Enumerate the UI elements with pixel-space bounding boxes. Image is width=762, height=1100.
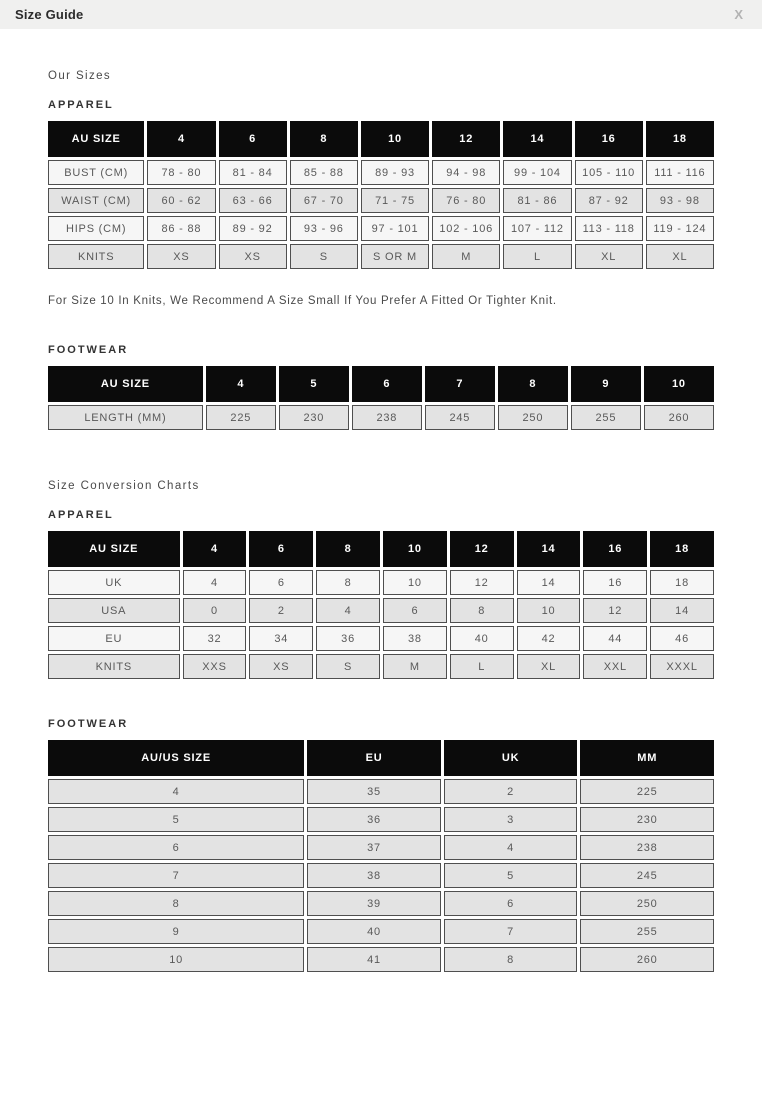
- table-cell: 78 - 80: [147, 160, 215, 185]
- table-cell: 3: [444, 807, 578, 832]
- row-label-cell: HIPS (CM): [48, 216, 144, 241]
- column-header-cell: 16: [575, 121, 643, 157]
- our-sizes-footwear-heading: FOOTWEAR: [48, 344, 129, 356]
- table-cell: 94 - 98: [432, 160, 500, 185]
- table-cell: 2: [249, 598, 313, 623]
- table-cell: XL: [646, 244, 714, 269]
- table-cell: 35: [307, 779, 441, 804]
- table-cell: S: [316, 654, 380, 679]
- column-header-cell: 6: [249, 531, 313, 567]
- column-header-cell: AU/US SIZE: [48, 740, 304, 776]
- table-cell: XL: [517, 654, 581, 679]
- table-cell: 238: [352, 405, 422, 430]
- table-cell: 6: [249, 570, 313, 595]
- table-cell: 37: [307, 835, 441, 860]
- column-header-cell: 10: [383, 531, 447, 567]
- column-header-cell: 10: [361, 121, 429, 157]
- table-cell: XS: [147, 244, 215, 269]
- table-cell: 250: [580, 891, 714, 916]
- table-cell: 93 - 96: [290, 216, 358, 241]
- table-row: [48, 598, 714, 623]
- table-cell: 6: [444, 891, 578, 916]
- table-row: [48, 244, 714, 269]
- column-header-cell: 18: [646, 121, 714, 157]
- table-cell: 87 - 92: [575, 188, 643, 213]
- table-cell: 113 - 118: [575, 216, 643, 241]
- table-cell: 60 - 62: [147, 188, 215, 213]
- table-cell: 46: [650, 626, 714, 651]
- column-header-cell: UK: [444, 740, 578, 776]
- column-header-cell: 4: [147, 121, 215, 157]
- conversion-charts-heading: Size Conversion Charts: [48, 480, 200, 492]
- size-guide-content: [0, 70, 762, 975]
- column-header-cell: 14: [503, 121, 571, 157]
- table-cell: 42: [517, 626, 581, 651]
- row-label-cell: USA: [48, 598, 180, 623]
- close-icon: X: [734, 7, 743, 22]
- table-cell: 119 - 124: [646, 216, 714, 241]
- table-row: [48, 626, 714, 651]
- table-cell: 245: [425, 405, 495, 430]
- table-cell: 86 - 88: [147, 216, 215, 241]
- table-cell: 8: [450, 598, 514, 623]
- table-cell: 2: [444, 779, 578, 804]
- column-header-cell: MM: [580, 740, 714, 776]
- table-cell: XS: [219, 244, 287, 269]
- table-cell: 245: [580, 863, 714, 888]
- table-cell: 4: [183, 570, 247, 595]
- table-cell: 36: [316, 626, 380, 651]
- column-header-cell: 6: [219, 121, 287, 157]
- conversion-footwear-table: [45, 737, 717, 975]
- table-cell: 0: [183, 598, 247, 623]
- row-label-cell: EU: [48, 626, 180, 651]
- table-cell: 255: [571, 405, 641, 430]
- table-cell: 8: [48, 891, 304, 916]
- table-cell: L: [503, 244, 571, 269]
- table-cell: 71 - 75: [361, 188, 429, 213]
- table-cell: 111 - 116: [646, 160, 714, 185]
- table-cell: 67 - 70: [290, 188, 358, 213]
- table-cell: XXL: [583, 654, 647, 679]
- table-row: [48, 216, 714, 241]
- table-cell: 16: [583, 570, 647, 595]
- our-sizes-apparel-table: [45, 118, 717, 272]
- table-cell: 8: [316, 570, 380, 595]
- table-cell: 260: [580, 947, 714, 972]
- column-header-cell: 6: [352, 366, 422, 402]
- table-cell: 238: [580, 835, 714, 860]
- table-cell: 89 - 93: [361, 160, 429, 185]
- table-cell: XXS: [183, 654, 247, 679]
- row-label-cell: WAIST (CM): [48, 188, 144, 213]
- column-header-cell: 4: [183, 531, 247, 567]
- table-cell: 225: [206, 405, 276, 430]
- table-row: [48, 863, 714, 888]
- table-cell: 225: [580, 779, 714, 804]
- table-row: [48, 807, 714, 832]
- column-header-cell: 12: [450, 531, 514, 567]
- table-cell: M: [383, 654, 447, 679]
- table-cell: 250: [498, 405, 568, 430]
- column-header-cell: 12: [432, 121, 500, 157]
- table-row: [48, 188, 714, 213]
- column-header-cell: 14: [517, 531, 581, 567]
- table-cell: 38: [383, 626, 447, 651]
- table-cell: 18: [650, 570, 714, 595]
- table-cell: 7: [444, 919, 578, 944]
- row-label-cell: KNITS: [48, 244, 144, 269]
- column-header-cell: 5: [279, 366, 349, 402]
- column-header-cell: 8: [498, 366, 568, 402]
- table-row: [48, 947, 714, 972]
- row-label-cell: UK: [48, 570, 180, 595]
- table-cell: 12: [450, 570, 514, 595]
- table-row: [48, 835, 714, 860]
- row-label-cell: BUST (CM): [48, 160, 144, 185]
- our-sizes-apparel-heading: APPAREL: [48, 99, 114, 111]
- table-cell: XXXL: [650, 654, 714, 679]
- column-header-cell: 10: [644, 366, 714, 402]
- table-cell: 6: [383, 598, 447, 623]
- conversion-footwear-heading: FOOTWEAR: [48, 718, 129, 730]
- table-cell: 38: [307, 863, 441, 888]
- table-cell: 8: [444, 947, 578, 972]
- header-row: [48, 740, 714, 776]
- row-label-cell: LENGTH (MM): [48, 405, 203, 430]
- table-cell: XL: [575, 244, 643, 269]
- table-cell: 7: [48, 863, 304, 888]
- table-cell: XS: [249, 654, 313, 679]
- table-cell: 81 - 84: [219, 160, 287, 185]
- table-cell: 5: [444, 863, 578, 888]
- header-row: [48, 366, 714, 402]
- table-cell: 107 - 112: [503, 216, 571, 241]
- modal-header: [0, 0, 762, 29]
- table-cell: 14: [517, 570, 581, 595]
- table-cell: 230: [580, 807, 714, 832]
- table-row: [48, 570, 714, 595]
- column-header-cell: 9: [571, 366, 641, 402]
- row-label-cell: KNITS: [48, 654, 180, 679]
- table-cell: 39: [307, 891, 441, 916]
- table-cell: 32: [183, 626, 247, 651]
- table-cell: 36: [307, 807, 441, 832]
- header-row: [48, 121, 714, 157]
- table-cell: 10: [383, 570, 447, 595]
- modal-title: Size Guide: [15, 7, 84, 22]
- table-cell: 105 - 110: [575, 160, 643, 185]
- table-cell: 230: [279, 405, 349, 430]
- table-cell: 93 - 98: [646, 188, 714, 213]
- table-cell: 4: [444, 835, 578, 860]
- table-cell: M: [432, 244, 500, 269]
- table-cell: 81 - 86: [503, 188, 571, 213]
- column-header-cell: 8: [290, 121, 358, 157]
- table-cell: S OR M: [361, 244, 429, 269]
- table-row: [48, 405, 714, 430]
- our-sizes-heading: Our Sizes: [48, 70, 112, 82]
- table-cell: 6: [48, 835, 304, 860]
- column-header-cell: 7: [425, 366, 495, 402]
- table-cell: L: [450, 654, 514, 679]
- knits-note: For Size 10 In Knits, We Recommend A Size Small If You Prefer A Fitted Or Tighter Knit.: [48, 295, 557, 307]
- column-header-cell: EU: [307, 740, 441, 776]
- conversion-apparel-heading: APPAREL: [48, 509, 114, 521]
- close-button[interactable]: [730, 6, 747, 23]
- table-cell: 14: [650, 598, 714, 623]
- table-cell: 85 - 88: [290, 160, 358, 185]
- column-header-cell: AU SIZE: [48, 121, 144, 157]
- table-cell: 4: [48, 779, 304, 804]
- table-cell: 10: [517, 598, 581, 623]
- table-cell: 40: [450, 626, 514, 651]
- column-header-cell: AU SIZE: [48, 531, 180, 567]
- conversion-apparel-table: [45, 528, 717, 682]
- table-cell: 4: [316, 598, 380, 623]
- table-cell: 10: [48, 947, 304, 972]
- table-cell: 63 - 66: [219, 188, 287, 213]
- table-cell: 9: [48, 919, 304, 944]
- table-cell: 44: [583, 626, 647, 651]
- table-row: [48, 779, 714, 804]
- table-row: [48, 919, 714, 944]
- table-row: [48, 160, 714, 185]
- column-header-cell: 18: [650, 531, 714, 567]
- header-row: [48, 531, 714, 567]
- table-cell: 34: [249, 626, 313, 651]
- table-cell: 41: [307, 947, 441, 972]
- table-cell: 99 - 104: [503, 160, 571, 185]
- table-cell: 12: [583, 598, 647, 623]
- table-row: [48, 654, 714, 679]
- table-cell: 5: [48, 807, 304, 832]
- our-sizes-footwear-table: [45, 363, 717, 433]
- table-row: [48, 891, 714, 916]
- table-cell: 97 - 101: [361, 216, 429, 241]
- table-cell: 76 - 80: [432, 188, 500, 213]
- column-header-cell: 4: [206, 366, 276, 402]
- table-cell: 40: [307, 919, 441, 944]
- column-header-cell: 8: [316, 531, 380, 567]
- table-cell: 102 - 106: [432, 216, 500, 241]
- table-cell: 260: [644, 405, 714, 430]
- table-cell: 89 - 92: [219, 216, 287, 241]
- table-cell: 255: [580, 919, 714, 944]
- column-header-cell: 16: [583, 531, 647, 567]
- column-header-cell: AU SIZE: [48, 366, 203, 402]
- table-cell: S: [290, 244, 358, 269]
